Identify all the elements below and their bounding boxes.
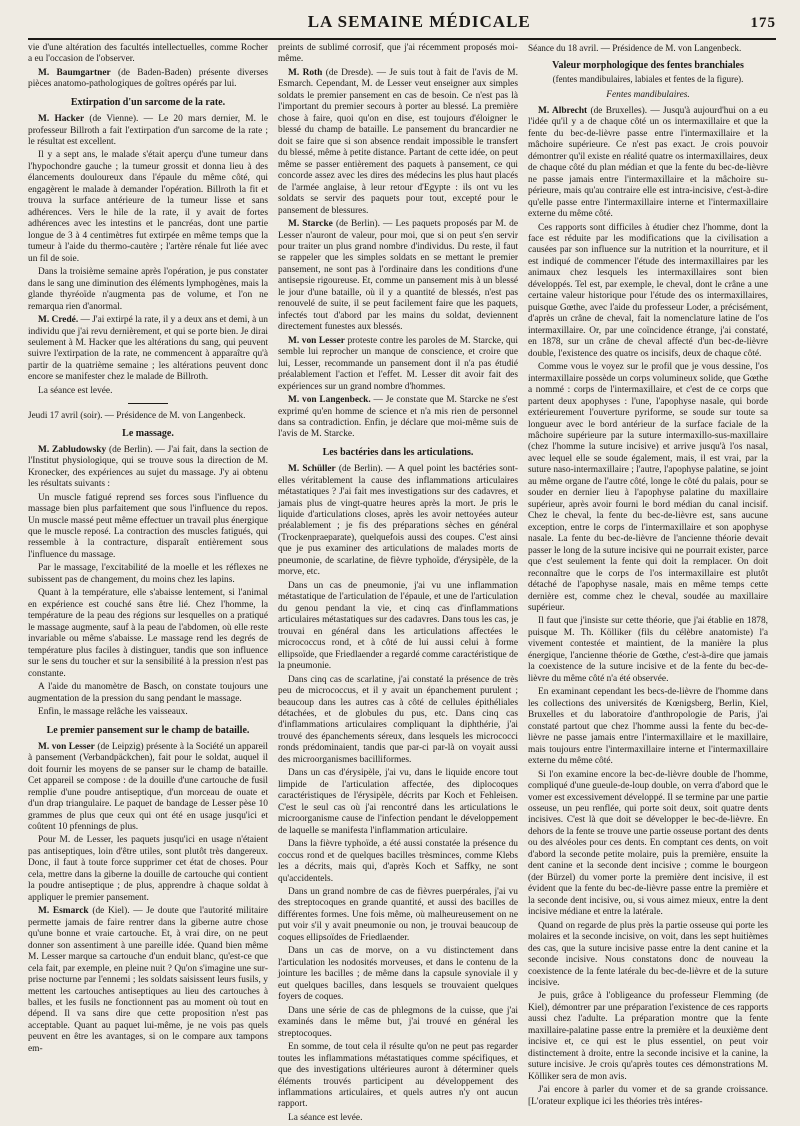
paragraph: vie d'une altération des facultés intellectuelles, comme Rocher a eu l'occasion de l'observer. <box>28 43 268 65</box>
paragraph: Dans la troisième semaine après l'opération, je pus constater dans le sang une diminution des éléments lymphogènes, mais la glande thyréoïde n'augmenta pas de volume, et l'on ne remarqua rien d'anormal. <box>28 267 268 312</box>
paragraph <box>528 106 768 221</box>
speaker: M. von Langenbeck. <box>288 395 371 406</box>
paragraph: Ces rapports sont difficiles à étudier chez l'homme, dont la face est réduite par les modifications que la civilisation a causées par son influence sur la nutrition et la nourriture, et il est indiqué de commencer l'étude des intermaxillaires par les animaux chez lesquels les intermaxillaires sont bien développés. Tel est, par exemple, le cheval, dont le crâne a une certaine valeur historique pour l'étude des os intermaxillaires, puisque Gœthe, avec l'aide du professeur Loder, a précisément, d'après un crâne de cheval, fait la nomenclature latine de l'os intermaxillaire. Or, par une coïncidence étrange, j'ai constaté, en 1878, sur un crâne de cheval affecté d'un bec-de-lièvre double, l'existence des quatre os incisifs, deux de chaque côté. <box>528 222 768 359</box>
paragraph: Il faut que j'insiste sur cette théorie, que j'ai établie en 1878, puisque M. Th. Kölliker (fils du célèbre anatomiste) l'a vivement contestée et maintient, de la manière la plus énergique, l'ancienne théorie de Gœthe, c'est-à-dire que jamais la coexistence de la suture incisive et de la fente du bec-de-lièvre du même côté n'a été observée. <box>528 616 768 684</box>
speaker: M. Baumgartner <box>38 67 111 78</box>
paragraph-text: (de Berlin). — A quel point les bactéries sont-elles véritablement la cause des inflammations articulaires métastatiques ? J'ai fait mes investigations sur des cadavres, et jamais plus de vingt-quatre heures après la mort. Je pris le liquide d'articulations closes, après les avoir nettoyées auteur préalablement ; je fis des préparations sèches en général (Trockenpraeparate), quelquefois aussi des coupes. C'est ainsi que je pus examiner des articulations de malades morts de pneumonie, de scarlatine, de fièvre typhoïde, d'érysipèle, de la morve, etc. <box>278 464 518 578</box>
paragraph: Par le massage, l'excitabilité de la moelle et les réflexes ne subissent pas de changement, du moins chez les lapins. <box>28 563 268 585</box>
paragraph: Un muscle fatigué reprend ses forces sous l'influence du massage bien plus parfaitement que sous l'influence du repos. Un muscle massé peut même effectuer un travail plus énergique que le muscle reposé. La contraction des muscles fatigués, qui ressemble à la contracture, disparaît entièrement sous l'influence du massage. <box>28 492 268 560</box>
section-heading: Extirpation d'un sarcome de la rate. <box>70 96 226 108</box>
subsection-heading: Fentes mandibulaires. <box>606 90 690 101</box>
paragraph: Quand on regarde de plus près la partie osseuse qui porte les molaires et la seconde incisive, on voit, dans les sept huitièmes des cas, que la suture incisive passe entre la dent canine et la seconde incisive. Nous constatons donc de nouveau la coexistence de la fente latérale du bec-de-lièvre et de la suture incisive. <box>528 920 768 988</box>
paragraph <box>278 68 518 217</box>
speaker: M. Roth <box>288 67 323 78</box>
paragraph-text: — J'ai extirpé la rate, il y a deux ans et demi, à un individu que j'ai revu dernièrement, et qui se porte bien. Je dirai seulement à M. Hacker que les altérations du sang, qui peuvent suivre l'extirpation de la rate, ne commencent à apparaître qu'à partir de la quatrième semaine ; les altérations peuvent donc encore se manifester chez le malade de Billroth. <box>28 315 268 383</box>
section-heading: Le premier pansement sur le champ de bataille. <box>46 724 250 736</box>
section-heading: Valeur morphologique des fentes branchiales <box>552 60 744 72</box>
column-2 <box>278 43 518 1126</box>
speaker: M. Albrecht <box>538 105 588 116</box>
section-heading: Le massage. <box>122 427 174 439</box>
speaker: M. Schüller <box>288 464 336 475</box>
speaker: M. Starcke <box>288 219 333 230</box>
paragraph: Comme vous le voyez sur le profil que je vous dessine, l'os intermaxillaire possède un corps volumineux solide, que Gœthe a nommé : corps de l'intermaxillaire, et c'est de ce corps que partent deux apophyses : l'une, l'apophyse nasale, qui borde extérieurement l'ouverture pyriforme, se soude sur toute sa longueur avec le bord antérieur de la surface faciale de la mâchoire supérieure par la suture intermaxillo-sus-maxillaire (chez l'homme la suture incisive) et arrive jusqu'à l'os nasal, avec lequel elle se soude également, mais, il est vrai, par la suture naso-intermaxillaire ; l'autre, l'apophyse palatine, se joint au même organe de l'autre côté, longe le côté du palais, pour se souder en dernier lieu à l'apophyse palatine du maxillaire supérieur, après avoir fourni le bord médian du canal incisif. Chez le cheval, la fente du bec-de-lièvre est, sans aucune exception, entre le corps de l'intermaxillaire et son apophyse nasale. La fente du bec-de-lièvre de l'ancienne théorie devait passer le long de la suture incisive qui ne pourrait exister, parce que c'est seulement la fente qui doit la remplacer. On doit reconnaître que le corps de l'os intermaxillaire est plutôt détaché de l'apophyse nasale, mais en même temps cette dernière est, comme chez le cheval, soudée au maxillaire supérieur. <box>528 362 768 613</box>
paragraph: La séance est levée. <box>288 1112 363 1123</box>
section-subheading: (fentes mandibulaires, labiales et fentes de la figure). <box>552 74 744 85</box>
divider <box>128 403 168 404</box>
paragraph <box>28 906 268 1055</box>
paragraph: Pour M. de Lesser, les paquets jusqu'ici en usage n'étaient pas antiseptiques, loin d'être utiles, sont plutôt très dangereux. Donc, il faut à toute force supprimer cet état de choses. Pour cela, mettre dans la giberne la douille de cartouche qui contient la poudre antiseptique ; de plus, apprendre à chaque soldat à appliquer le premier pansement. <box>28 835 268 903</box>
paragraph <box>278 395 518 441</box>
paragraph <box>28 315 268 384</box>
paragraph-text: (de Berlin). — J'ai fait, dans la section de l'Institut physiologique, qui se trouve sous la direction de M. Kronecker, des expériences au sujet du massage. J'y ai obtenu les résultats suivants : <box>28 444 268 490</box>
paragraph: Si l'on examine encore la bec-de-lièvre double de l'homme, compliqué d'une gueule-de-loup double, on verra d'abord que le vomer est excessivement développé. Il se termine par une partie osseuse, un peu renflée, qui porte soit deux, soit quatre dents incisives. C'est là que doit se développer le bec-de-lièvre. En dehors de la fente se trouve une partie osseuse portant des dents ou des alvéoles pour ces dents. En comptant ces dents, on voit d'abord la seconde petite molaire, puis la première, ensuite la dent canine et la seconde dent incisive ; comme le bourgeon (der Bürzel) du vomer porte la première dent incisive, il est évident que la fente du bec-de-lièvre passe entre la première et la seconde dent incisive, ou, si vous aimez mieux, entre la dent incisive médiane et entre la latérale. <box>528 769 769 918</box>
paragraph <box>278 219 518 334</box>
paragraph: Je puis, grâce à l'obligeance du professeur Flemming (de Kiel), démontrer par une préparation l'existence de ces rapports aussi chez l'adulte. La préparation montre que la fente maxillaire-palatine passe entre la première et la deuxième dent incisive et, ce qui est le plus essentiel, on peut voir distinctement à droite, entre la seconde incisive et la canine, la suture incisive. Je crois qu'après toutes ces démonstrations M. Kölliker sera de mon avis. <box>528 991 768 1082</box>
page-number: 175 <box>750 15 776 31</box>
paragraph-text: (de Vienne). — Le 20 mars dernier, M. le professeur Billroth a fait l'extirpation d'un sarcome de la rate ; le résultat est excellent. <box>28 114 268 147</box>
paragraph-text: proteste contre les paroles de M. Starcke, qui semble lui reprocher un manque de conscience, et croire que lui, Lesser, recommande un pansement dont il n'a pas étudié préalablement l'action et l'effet. M. Lesser dit avoir fait des expériences sur un grand nombre d'hommes. <box>278 335 518 392</box>
columns <box>28 43 776 1126</box>
paragraph: Dans un grand nombre de cas de fièvres puerpérales, j'ai vu des streptocoques en grande quantité, et aussi des bacilles de différentes formes. Une fois même, où malheureusement on ne put voir s'il y avait pneumonie ou non, je trouvai beaucoup de coques ellipsoïdes de Friedlaender. <box>278 887 518 943</box>
session-line: Séance du 18 avril. — Présidence de M. von Langenbeck. <box>528 43 742 53</box>
paragraph <box>28 114 268 148</box>
page-header <box>28 12 776 36</box>
paragraph: preints de sublimé corrosif, que j'ai récemment proposés moi-même. <box>278 43 518 65</box>
paragraph: La séance est levée. <box>38 385 113 396</box>
paragraph: Enfin, le massage relâche les vaisseaux. <box>38 707 188 718</box>
section-heading: Les bactéries dans les articulations. <box>322 446 474 458</box>
paragraph <box>28 445 268 491</box>
paragraph: Dans une série de cas de phlegmons de la cuisse, que j'ai examinés dans le même but, j'ai trouvé en général les streptocoques. <box>278 1005 518 1039</box>
column-3 <box>528 43 768 1126</box>
paragraph: A l'aide du manomètre de Basch, on constate toujours une augmentation de la pression du sang pendant le massage. <box>28 682 268 704</box>
paragraph: En examinant cependant les becs-de-lièvre de l'homme dans les collections des universités de Kœnigsberg, Berlin, Kiel, Bruxelles et du laboratoire d'anthropologie de Paris, j'ai constaté partout que chez l'homme aussi la fente du bec-de-lièvre ne passe jamais entre l'intermaxillaire et le maxillaire, mais toujours entre l'intermaxillaire interne et l'intermaxillaire externe du même côté. <box>528 687 768 767</box>
paragraph-text: (de Kiel). — Je doute que l'autorité militaire permette jamais de faire rentrer dans la giberne autre chose qu'une bonne et vraie cartouche. Et, à vrai dire, on ne peut donner son assentiment à une pareille idée. Quand bien même M. Lesser marque sa cartouche d'un enduit blanc, qu'est-ce que cela fait, par exemple, en pleine nuit ? Qu'on s'imagine une surprise nocturne par l'ennemi ; les soldats saisissent leurs fusils, y mettent les cartouches antiseptiques au lieu des cartouches à balles, et les fusils ne fonctionnent pas au moment où tout en dépend. Il va sans dire que cette proposition n'est pas acceptable. Quant au paquet lui-même, je ne vois pas quels peuvent en être les avantages, si on le compare aux tampons em- <box>28 906 268 1054</box>
paragraph: Dans la fièvre typhoïde, a été aussi constatée la présence du coccus rond et de quelques bacilles trèsminces, comme Klebs les a décrits, mais qui, d'après Koch et Saffky, ne sont qu'accidentels. <box>278 839 518 884</box>
column-1 <box>28 43 268 1126</box>
paragraph-text: (de Leipzig) présente à la Société un appareil à pansement (Verbandpäckchen), fait pour le soldat, auquel il doit fournir les moyens de se panser sur le champ de bataille. Cet appareil se compose : de la douille d'une cartouche de fusil remplie d'une poudre antiseptique, d'un morceau de ouate et d'un drap triangulaire. Le paquet de bandage de Lesser pèse 10 grammes de plus que ceux qui ont été en usage jusqu'ici et coûtent 10 pfennings de plus. <box>28 741 268 832</box>
paragraph <box>28 68 268 91</box>
paragraph: Il y a sept ans, le malade s'était aperçu d'une tumeur dans l'hypochondre gauche ; la tumeur grossit et donna lieu à des élancements douloureux dans l'épaule du même côté, qui engagèrent le malade à demander l'opération. Billroth la fit et trouva la surface antérieure de la tumeur lisse et sans adhérences. Vers le hile de la rate, il y avait de fortes adhérences avec les intestins et le pancréas, dont une partie longue de 3 à 4 centimètres fut extirpée en même temps que la tumeur à l'aide du thermo-cautère ; l'artère rénale fut liée avec un fil de soie. <box>28 150 268 264</box>
paragraph: Dans un cas d'érysipèle, j'ai vu, dans le liquide encore tout limpide de l'articulation affectée, des diplocoques caractéristiques de l'érysipèle, décrits par Koch et Fehleisen. C'est le seul cas où j'ai rencontré dans les articulations le microorganisme cause de l'infection pendant le développement de laquelle se manifesta l'inflammation articulaire. <box>278 768 518 836</box>
paragraph <box>28 742 268 834</box>
paragraph: En somme, de tout cela il résulte qu'on ne peut pas regarder toutes les inflammations métastatiques comme spécifiques, et que des investigations ultérieures auront à déterminer quels éléments trouvés participent au développement des inflammations articulaires, et quels autres n'y ont aucun rapport. <box>278 1042 518 1110</box>
header-rule <box>28 38 776 40</box>
paragraph: J'ai encore à parler du vomer et de sa grande croissance. [L'orateur explique ici les théories très intéres- <box>528 1085 768 1107</box>
speaker: M. von Lesser <box>38 741 95 752</box>
paragraph <box>278 336 518 393</box>
paragraph: Dans cinq cas de scarlatine, j'ai constaté la présence de très peu de micrococcus, et il y avait un épanchement purulent ; beaucoup dans les autres cas à côté de cellules épithéliales détachées, et de globules du pus, etc. Dans cinq cas d'inflammations articulaires compliquant la diphthérie, j'ai trouvé des épanchements séreux, dans lesquels les micrococci ronds prédominaient, tandis que par-ci par-là on voyait aussi des microorganismes bacilliformes. <box>278 674 518 765</box>
paragraph: Quant à la température, elle s'abaisse lentement, si l'animal en expérience est couché sans être lié. Chez l'homme, la température de la peau des régions sur lesquelles on a pratiqué le massage augmente, sauf à la peau de l'abdomen, où elle reste invariable ou même s'abaisse. Le massage rend les degrés de température plus faciles à distinguer, tandis que son influence sur le sens du toucher et sur la sensibilité à la pression n'est pas constante. <box>28 588 268 679</box>
paragraph-text: — Je constate que M. Starcke ne s'est exprimé qu'en homme de science et n'a mis rien de personnel dans sa contradiction. Enfin, je déclare que moi-même suis de l'avis de M. Starcke. <box>278 395 519 440</box>
journal-title: LA SEMAINE MÉDICALE <box>307 12 531 31</box>
speaker: M. von Lesser <box>288 335 345 346</box>
speaker: M. Credé. <box>38 315 79 326</box>
paragraph-text: (de Bruxelles). — Jusqu'à aujourd'hui on a eu l'idée qu'il y a de chaque côté un os intermaxillaire et que la fente du bec-de-lièvre passe entre l'intermaxillaire et la mâchoire supérieure. Ce n'est pas exact. Je crois pouvoir démontrer qu'il existe en réalité quatre os intermaxillaires, deux de chaque côté du plan médian et que la fente du bec-de-lièvre ne passe jamais entre l'intermaxillaire et la mâchoire supérieure, mais qu'au contraire elle est intra-incisive, c'est-à-dire qu'elle passe entre l'intermaxillaire interne et l'intermaxillaire externe du même côté. <box>528 105 768 220</box>
paragraph: Dans un cas de pneumonie, j'ai vu une inflammation métastatique de l'articulation de l'épaule, et une de l'articulation du genou pendant la vie, et cinq cas d'inflammations articulaires métastatiques sur des cadavres. Dans tous les cas, je trouvai en général dans les articulations affectées le micrococcus rond, et à côté de lui aussi celui à forme ellipsoïde, que Friedlaender a regardé comme caractéristique de la pneumonie. <box>278 580 518 672</box>
paragraph-text: (de Baden-Baden) présente diverses pièces anatomo-pathologiques de goîtres opérés par lui. <box>28 67 268 90</box>
paragraph-text: (de Berlin). — Les paquets proposés par M. de Lesser n'auront de valeur, pour moi, que si on peut s'en servir pour traiter un plus grand nombre d'individus. Du reste, il faut se rappeler que les simples soldats en se mettant le premier pansement, ne sont pas à l'ordinaire dans les conditions d'une antisepsie rigoureuse. Et, comme un pansement mis à un blessé le jour d'une bataille, où il y a quantité de blessés, n'est pas renouvelé de suite, il se peut facilement faire que les paquets, infectés tout d'abord par les mains du soldat, deviennent directement funestes aux blessés. <box>278 219 518 333</box>
paragraph <box>278 464 518 579</box>
session-line: Jeudi 17 avril (soir). — Présidence de M. von Langenbeck. <box>28 410 246 421</box>
speaker: M. Hacker <box>38 114 85 125</box>
paragraph: Dans un cas de morve, on a vu distinctement dans l'articulation les nodosités morveuses, et dans le contenu de la jointure les bacilles ; de même dans la capsule synoviale il y eut quelques bacilles, dans lesquels se trouvaient quelques foyers de coques. <box>278 946 518 1003</box>
speaker: M. Esmarck <box>38 906 89 917</box>
paragraph-text: (de Dresde). — Je suis tout à fait de l'avis de M. Esmarch. Cependant, M. de Lesser veut enseigner aux simples soldats le premier pansement en cas de besoin. Ce n'est pas là l'important du premier secours à porter au blessé. La première chose à faire, quoi qu'on en dise, est toujours d'éloigner le blessé du champ de bataille. Le pansement du brancardier ne doit se faire que si son absence rendait impossible le transfert du blessé, même à petite distance. Partant de cette idée, on peut même se passer entièrement des paquets à pansement, ce qui concorde assez avec les dires des médecins les plus haut placés de l'armée anglaise, à leur retour d'Egypte : ils ont vu les soldats se servir des paquets pour tout, excepté pour le pansement de blessures. <box>278 67 518 216</box>
speaker: M. Zabludowsky <box>38 444 107 455</box>
